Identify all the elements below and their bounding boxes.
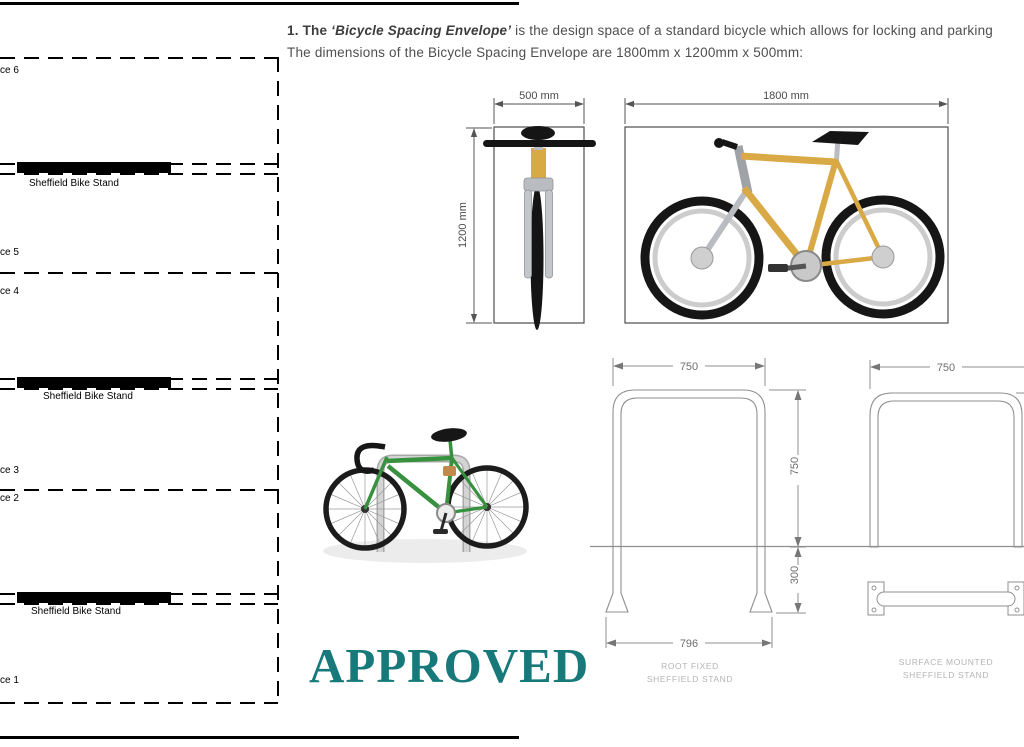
bicycle-side-view bbox=[645, 131, 940, 315]
intro-line1-title: ‘Bicycle Spacing Envelope’ bbox=[331, 23, 512, 38]
surface-mounted-stand-drawing bbox=[868, 360, 1024, 680]
height-dim: 1200 mm bbox=[457, 202, 469, 248]
surface-mounted-caption-1: SURFACE MOUNTED bbox=[898, 657, 994, 667]
surface-mounted-caption-2: SHEFFIELD STAND bbox=[902, 670, 990, 680]
space-label-1: ce 1 bbox=[0, 675, 19, 686]
front-width-dim: 500 mm bbox=[519, 90, 559, 102]
stand-drawings bbox=[580, 350, 1024, 700]
space-label-5: ce 5 bbox=[0, 247, 19, 258]
intro-paragraph bbox=[287, 20, 1024, 64]
surface-mounted-top-dim: 750 bbox=[936, 362, 956, 374]
bike-at-stand-render bbox=[305, 400, 555, 605]
page-top-border bbox=[0, 2, 519, 5]
root-fixed-height-dim: 750 bbox=[789, 456, 801, 476]
space-label-3: ce 3 bbox=[0, 465, 19, 476]
root-fixed-depth-dim: 300 bbox=[789, 565, 801, 585]
root-fixed-stand-drawing bbox=[606, 358, 806, 684]
stand-label: Sheffield Bike Stand bbox=[43, 391, 133, 402]
stand-label: Sheffield Bike Stand bbox=[29, 178, 119, 189]
approved-stamp: APPROVED bbox=[309, 638, 590, 693]
stand-label: Sheffield Bike Stand bbox=[31, 606, 121, 617]
plan-stand3-line-bottom bbox=[0, 603, 278, 605]
space-label-6: ce 6 bbox=[0, 65, 19, 76]
root-fixed-base-dim: 796 bbox=[679, 638, 699, 650]
root-fixed-caption-2: SHEFFIELD STAND bbox=[646, 674, 734, 684]
render-strap bbox=[443, 466, 456, 476]
space-label-2: ce 2 bbox=[0, 493, 19, 504]
plan-divider-bottom bbox=[0, 702, 278, 704]
surface-mounted-stand-top-view bbox=[868, 582, 1024, 615]
page-bottom-border bbox=[0, 736, 519, 739]
plan-stand2-line-bottom bbox=[0, 388, 278, 390]
intro-line1-rest: is the design space of a standard bicycle which allows for locking and parking bbox=[511, 23, 993, 38]
length-dim: 1800 mm bbox=[763, 90, 809, 102]
render-bicycle bbox=[326, 426, 526, 548]
intro-line1 bbox=[287, 20, 1024, 42]
space-label-4: ce 4 bbox=[0, 286, 19, 297]
envelope-diagrams bbox=[440, 85, 960, 340]
plan-divider-top bbox=[0, 57, 278, 59]
bicycle-front-view bbox=[483, 126, 596, 330]
bike-stand-bar bbox=[17, 592, 171, 603]
intro-line1-number: 1. The bbox=[287, 23, 332, 38]
intro-line2: The dimensions of the Bicycle Spacing Envelope are 1800mm x 1200mm x 500mm: bbox=[287, 45, 804, 60]
bike-stand-bar bbox=[17, 162, 171, 173]
plan-stand1-line-bottom bbox=[0, 173, 278, 175]
bike-stand-bar bbox=[17, 377, 171, 388]
root-fixed-top-dim: 750 bbox=[679, 361, 699, 373]
root-fixed-stand-outline bbox=[606, 390, 772, 612]
plan-divider-space3-2 bbox=[0, 489, 278, 491]
plan-divider-space5-4 bbox=[0, 272, 278, 274]
root-fixed-caption-1: ROOT FIXED bbox=[661, 661, 719, 671]
render-saddle bbox=[430, 426, 467, 443]
surface-mounted-stand-outline bbox=[870, 393, 1022, 547]
plan-right-dashed-border bbox=[277, 57, 279, 704]
